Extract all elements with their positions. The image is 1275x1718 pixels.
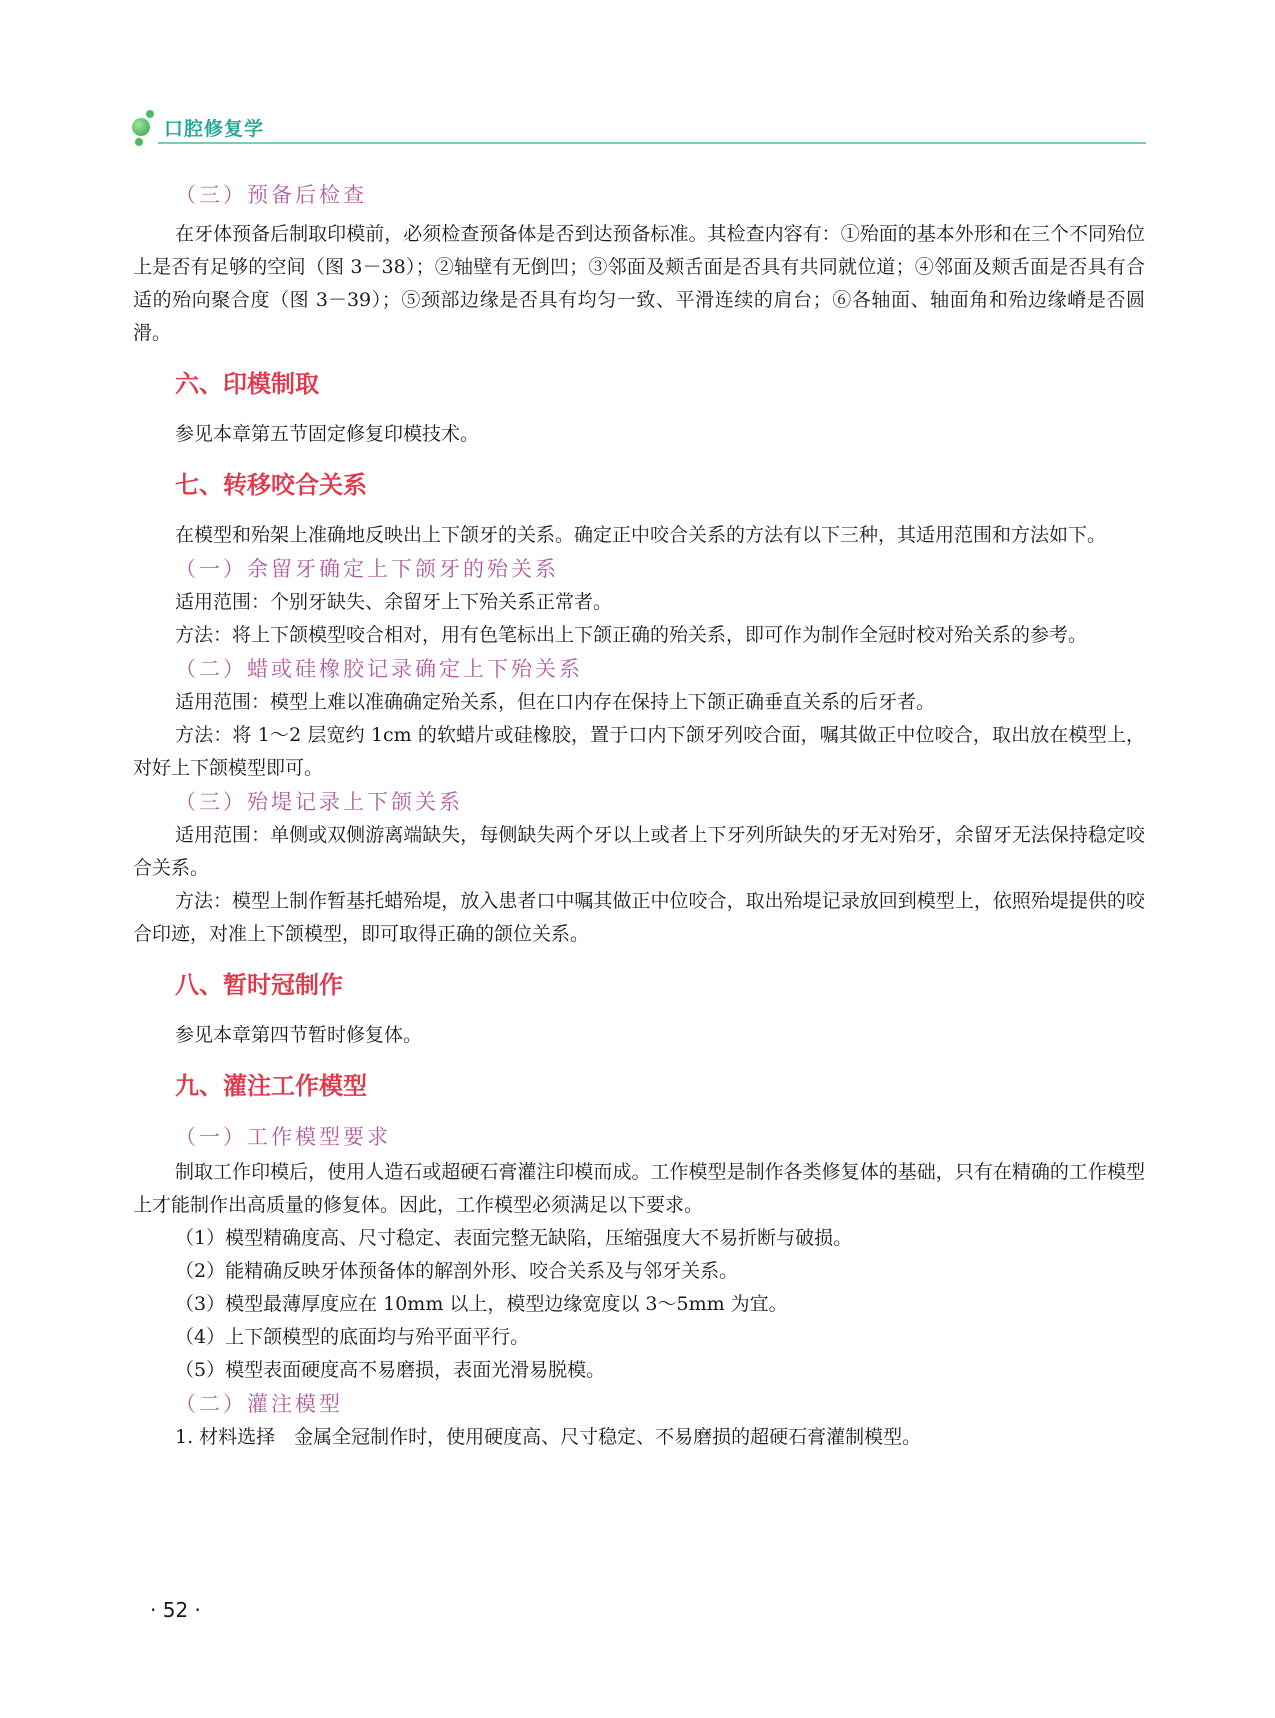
paragraph: 参见本章第四节暂时修复体。 (175, 1024, 423, 1046)
paragraph: （4）上下颌模型的底面均与殆平面平行。 (175, 1326, 530, 1348)
paragraph: 制取工作印模后，使用人造石或超硬石膏灌注印模而成。工作模型是制作各类修复体的基础，只有在精确的工作模型上才能制作出高质量的修复体。因此，工作模型必须满足以下要求。 (133, 1161, 1145, 1216)
logo-ball (132, 118, 150, 136)
subsection-heading: （一）余留牙确定上下颌牙的殆关系 (175, 557, 559, 581)
subsection-heading: （二）灌注模型 (175, 1392, 343, 1416)
paragraph: 适用范围：单侧或双侧游离端缺失，每侧缺失两个牙以上或者上下牙列所缺失的牙无对殆牙，余留牙无法保持稳定咬合关系。 (133, 824, 1145, 879)
header-rule (158, 142, 1146, 144)
page-body (133, 178, 1145, 1454)
subsection-heading: （一）工作模型要求 (175, 1125, 391, 1149)
paragraph: 在牙体预备后制取印模前，必须检查预备体是否到达预备标准。其检查内容有：①殆面的基本外形和在三个不同殆位上是否有足够的空间（图 3－38）；②轴壁有无倒凹；③邻面及颊舌面是否具有共同就位道；④邻面及颊舌面是否具有合适的殆向聚合度（图 3－39）；⑤颈部边缘是否具有均匀一致、平滑连续的肩台；⑥各轴面、轴面角和殆边缘嵴是否圆滑。 (133, 223, 1145, 344)
book-title: 口腔修复学 (164, 118, 265, 140)
paragraph: （2）能精确反映牙体预备体的解剖外形、咬合关系及与邻牙关系。 (175, 1260, 739, 1282)
section-heading: 九、灌注工作模型 (175, 1072, 367, 1100)
paragraph: （1）模型精确度高、尺寸稳定、表面完整无缺陷，压缩强度大不易折断与破损。 (175, 1227, 853, 1249)
subsection-heading: （三）预备后检查 (175, 183, 367, 207)
paragraph: 1. 材料选择 金属全冠制作时，使用硬度高、尺寸稳定、不易磨损的超硬石膏灌制模型。 (175, 1426, 922, 1448)
logo-dot (135, 138, 143, 146)
molecule-logo-icon (128, 108, 158, 148)
paragraph: 参见本章第五节固定修复印模技术。 (175, 423, 480, 445)
section-heading: 八、暂时冠制作 (175, 971, 343, 999)
paragraph: 适用范围：个别牙缺失、余留牙上下殆关系正常者。 (175, 591, 613, 613)
paragraph: 方法：将上下颌模型咬合相对，用有色笔标出上下颌正确的殆关系，即可作为制作全冠时校对殆关系的参考。 (175, 624, 1088, 646)
page-number: · 52 · (150, 1598, 201, 1622)
paragraph: 方法：模型上制作暂基托蜡殆堤，放入患者口中嘱其做正中位咬合，取出殆堤记录放回到模型上，依照殆堤提供的咬合印迹，对准上下颌模型，即可取得正确的颌位关系。 (133, 890, 1145, 945)
logo-dot (146, 110, 154, 118)
running-header (128, 108, 1146, 148)
paragraph: 方法：将 1～2 层宽约 1cm 的软蜡片或硅橡胶，置于口内下颌牙列咬合面，嘱其做正中位咬合，取出放在模型上，对好上下颌模型即可。 (133, 724, 1145, 779)
subsection-heading: （二）蜡或硅橡胶记录确定上下殆关系 (175, 657, 583, 681)
section-heading: 七、转移咬合关系 (175, 471, 367, 499)
section-heading: 六、印模制取 (175, 370, 319, 398)
paragraph: （3）模型最薄厚度应在 10mm 以上，模型边缘宽度以 3～5mm 为宜。 (175, 1293, 788, 1315)
paragraph: 适用范围：模型上难以准确确定殆关系，但在口内存在保持上下颌正确垂直关系的后牙者。 (175, 691, 936, 713)
paragraph: 在模型和殆架上准确地反映出上下颌牙的关系。确定正中咬合关系的方法有以下三种，其适用范围和方法如下。 (175, 524, 1107, 546)
paragraph: （5）模型表面硬度高不易磨损，表面光滑易脱模。 (175, 1359, 606, 1381)
subsection-heading: （三）殆堤记录上下颌关系 (175, 790, 463, 814)
